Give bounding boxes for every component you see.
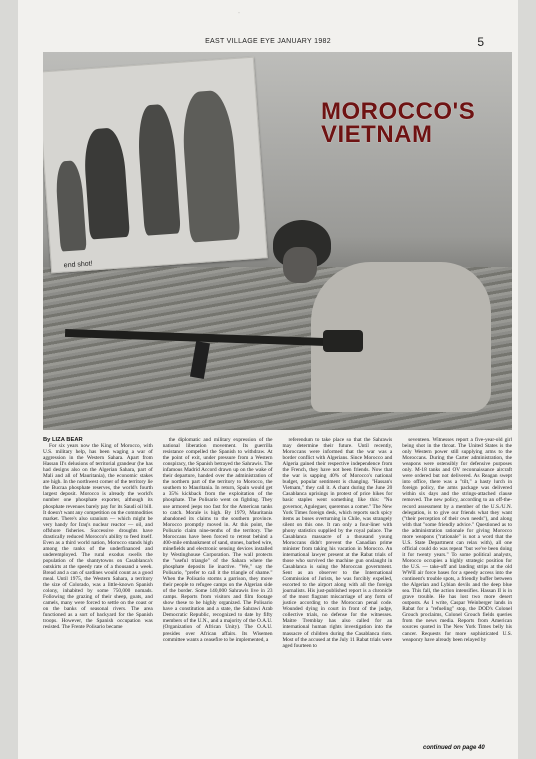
clip-figure [136, 104, 181, 236]
headline [321, 100, 511, 146]
headline-line2: VIETNAM [321, 121, 433, 148]
clipping-caption: end shot! [63, 260, 93, 270]
column-text: the diplomatic and military expression of the national liberation movement. Its guerrilla resistance compelled the Spanish to withdraw. At the point of exit, under pressure from a Western conspiracy, the Spanish betrayed the Sahrawis. The infamous Madrid Accord drawn up on the wake of their departure, handed over the administration of the northern part of the territory to Morocco, the southern to Mauritania. In return, Spain would get a 35% kickback from the exploitation of the phosphate. The Polisario went on fighting. They use armored jeeps too fast for the American tanks to catch. Morale is high. By 1979, Mauritania abandoned its claims to the southern province. Morocco promptly moved in. At this point, the Polisario claim nine-tenths of the territory. The Moroccans have been forced to retreat behind a 400-mile embankment of sand, stones, barbed wire, minefields and electronic sensing devices installed by Westinghouse Corporation. The wall protects the "useful triangle" of the Sahara where the phosphate deposits lie inactive. "We," say the Polisario, "prefer to call it the triangle of shame." When the Polisario storms a garrison, they move their people to refugee camps on the Algerian side of the border. Some 140,000 Sahrawis live in 23 camps. Reports from visitors and film footage show these to be highly organized. The Polisario have a constitution and a state, the Sahrawi Arab Democratic Republic, recognized to date by fifty members of the U.N., and a majority of the O.A.U. (Organization of African Unity). The O.A.U. presides over African affairs. Its Wisemen committee wants a ceasefire to be implemented, a [162, 437, 273, 643]
byline: By LIZA BEAR [43, 437, 83, 443]
continued-note: continued on page 40 [423, 745, 485, 751]
faint-stamp: " [238, 12, 241, 18]
page-number: 5 [477, 35, 484, 49]
article-column-2 [163, 437, 273, 649]
article-column-3 [283, 437, 393, 649]
clip-figure [55, 160, 87, 252]
article-column-4 [402, 437, 512, 649]
soldier-face [283, 247, 317, 283]
clip-figure [82, 127, 130, 240]
headline-line1: MOROCCO'S [321, 98, 476, 125]
column-text: seventeen. Witnesses report a five-year-old girl being shot in the throat. The United States is the only Western power still supplying arms to the Moroccans. During the Carter administration, the weapons were ostensibly for defensive purposes only. M-18 tanks and OV reconnaissance aircraft were ordered but not delivered. As Reagan swept into office, there was a "tilt," a hasty lurch in foreign policy, the arms package was delivered within six days and the strings-attached clause removed. The new policy, according to an off-the-record assessment by a member of the U.S./U.N. delegation, is to give our friends what they want ("their perception of their own needs"), and along with that "some friendly advice." Questioned as to the administration rationale for giving Morocco more weapons ("rationale" is not a word that the U.S. State Department can relax with), all one official could do was repeat "but we've been doing it for twenty years." To some political analysts, Morocco occupies a highly strategic position for the U.S. — take-off and landing strips at the old WWII air force bases for a speedy access into the continent's trouble spots, a friendly buffer between the Algerian and Lybian devils and the deep blue sea. This fall, the action intensifies. Hassan II is in grave trouble. He has lost two more desert outposts. As I write, Caspar Weinberger lands in Rabat for a "refueling" stop, the DOD's Colonel Grouch proclaims, Colonel Grouch fields queries from the news media. Reports from American sources quoted in The New York Times belly his cancer. Requests for more sophisticated U.S. weaponry have already been relayed by [402, 437, 512, 643]
rifle-stock [323, 330, 363, 352]
column-text: For six years now the King of Morocco, with U.S. military help, has been waging a war of aggression in the Western Sahara. Apart from Hassan II's delusions of territorial grandeur (he has had designs also on the Algerian Sahara, part of Mali and all of Mauritania), the economic stakes are high. In the northwest corner of the territory lie the Bucraa phosphate reserves, the world's fourth largest deposit. Morocco is already the world's number one phosphate exporter, although its phosphate revenues barely pay for its Saudi oil bill. It doesn't want any competition on the commodities market. There's also uranium — which might be very handy for Iraq's nuclear reactor — oil, and offshore fisheries. Successive droughts have drastically reduced Morocco's ability to feed itself. Even as a third world nation, Morocco stands high among the ranks of the underfinanced and underemployed. The rural exodus swells the population of the shantytowns on Casablanca's outskirts at the speedy rate of a thousand a week. Bread and a can of sardines would count as a good meal. Until 1975, the Western Sahara, a territory the size of Colorado, was a little-known Spanish colony, inhabited by some 750,000 nomads. Following the grazing of their sheep, goats, and camels, many were forced to settle on the coast or on the banks of seasonal rivers. The area functioned as a sort of backyard for the Spanish troops. However, the Spanish occupation was resisted. The Frente Polisario became [43, 443, 153, 631]
newspaper-page [18, 0, 518, 759]
clipping-photo [43, 57, 268, 274]
article-columns [43, 437, 512, 649]
running-header: EAST VILLAGE EYE JANUARY 1982 [205, 38, 331, 45]
clip-figure [180, 89, 240, 242]
article-column-1 [43, 437, 153, 649]
column-text: referendum to take place so that the Sahrawis may determine their future. Until recently, Moroccans were informed that the war was a border conflict with Algerians. Since Morocco and Algeria gained their respective independence from the French, they have not been friends. Now that the war is sapping 40% of Morocco's national budget, popular sentiment is changing. "Hassan's Vietnam," they call it. A chant during the June 20 Casablanca uprisings in protest of price hikes for basic staples went something like this: "No governor, Aguleguer, queremos a comer." The New York Times foreign desk, which reports such spicy items as buses overturning in Chile, was strangely silent on this one. It ran only a four-liner with phony statistics supplied by the royal palace. The Casablanca massacre of a thousand young Moroccans didn't prevent the Canadian prime minister from taking his vacation in Morocco. An international lawyer present at the Rabat trials of those who survived the machine gun onslaught in Casablanca is suing the Moroccan government. Sent as an observer to the International Commission of Jurists, he was forcibly expelled, escorted to the airport along with all the foreign journalists. His just-published report is a chronicle of the most flagrant miscarriage of any form of justice according to the Moroccan penal code. Wounded dying in court in front of the judge, collective trials, no defense for the witnesses. Maitre Tremblay has also called for an international human rights investigation into the massacre of children during the Casablanca riots. Most of the accused at the July 11 Rabat trials were aged fourteen to [282, 437, 393, 649]
article-photo [43, 52, 512, 430]
